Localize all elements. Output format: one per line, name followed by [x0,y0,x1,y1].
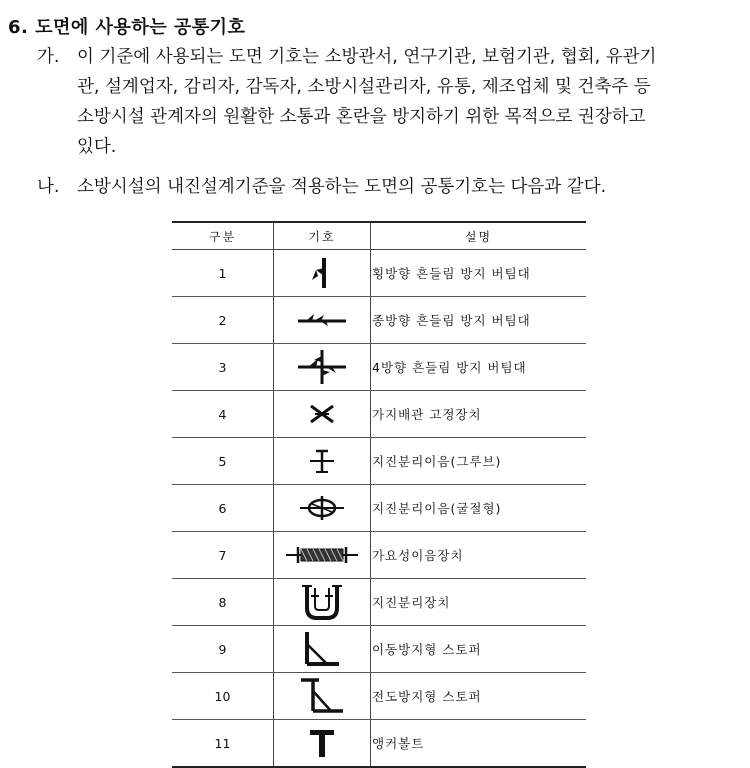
table-row [172,626,586,673]
paragraph-marker: 나. [37,177,60,197]
movement-stopper-icon [301,630,343,668]
paragraph-line: 이 기준에 사용되는 도면 기호는 소방관서, 연구기관, 보험기관, 협회, 유관기 [77,47,657,67]
row-number: 5 [172,438,274,485]
row-description: 전도방지형 스토퍼 [371,673,587,720]
table-row [172,250,586,297]
row-description: 이동방지형 스토퍼 [371,626,587,673]
row-number: 4 [172,391,274,438]
overturn-stopper-icon [297,677,347,715]
row-description: 종방향 흔들림 방지 버팀대 [371,297,587,344]
row-number: 3 [172,344,274,391]
flex-coupling-icon [298,494,346,522]
paragraph-line: 있다. [77,137,117,157]
paragraph-line: 소방시설 관계자의 원활한 소통과 혼란을 방지하기 위한 목적으로 권장하고 [77,107,646,127]
header-number: 구분 [172,222,274,250]
table-row [172,532,586,579]
row-number: 11 [172,720,274,768]
row-description: 지진분리이음(그루브) [371,438,587,485]
branch-pipe-restraint-icon [307,402,337,426]
row-number: 10 [172,673,274,720]
row-number: 9 [172,626,274,673]
section-heading: 6. 도면에 사용하는 공통기호 [8,17,246,38]
row-description: 앵커볼트 [371,720,587,768]
row-number: 6 [172,485,274,532]
row-description: 가지배관 고정장치 [371,391,587,438]
table-row [172,391,586,438]
row-description: 지진분리장치 [371,579,587,626]
row-description: 지진분리이음(굴절형) [371,485,587,532]
table-row [172,720,586,768]
row-number: 1 [172,250,274,297]
symbol-table [172,221,586,768]
paragraph-line: 소방시설의 내진설계기준을 적용하는 도면의 공통기호는 다음과 같다. [77,177,607,197]
flexible-joint-icon [284,544,360,566]
table-row [172,297,586,344]
paragraph-marker: 가. [37,47,60,67]
lateral-brace-icon [302,256,342,290]
paragraph-line: 관, 설계업자, 감리자, 감독자, 소방시설관리자, 유통, 제조업체 및 건축주 등 [77,77,651,97]
header-symbol: 기호 [274,222,371,250]
table-header-row [172,222,586,250]
groove-coupling-icon [307,448,337,474]
row-description: 4방향 흔들림 방지 버팀대 [371,344,587,391]
table-row [172,344,586,391]
four-way-brace-icon [296,348,348,386]
longitudinal-brace-icon [296,310,348,330]
table-row [172,438,586,485]
seismic-separation-device-icon [299,582,345,622]
table-row [172,485,586,532]
row-number: 2 [172,297,274,344]
table-row [172,579,586,626]
anchor-bolt-icon [307,727,337,759]
row-number: 7 [172,532,274,579]
header-description: 설명 [371,222,587,250]
row-description: 가요성이음장치 [371,532,587,579]
table-row [172,673,586,720]
row-description: 횡방향 흔들림 방지 버팀대 [371,250,587,297]
row-number: 8 [172,579,274,626]
